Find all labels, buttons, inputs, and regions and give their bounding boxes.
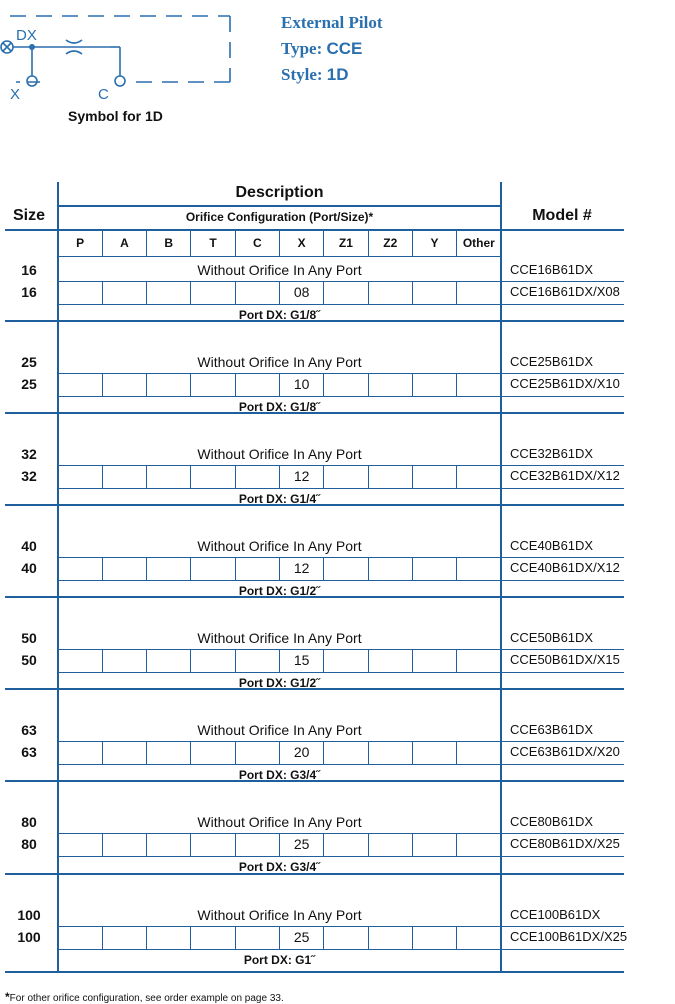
orifice-x-cell: 10 (293, 376, 310, 392)
label-x: X (10, 86, 21, 100)
row-rule (58, 949, 624, 950)
header-title: External Pilot (281, 13, 383, 32)
size-cell: 16 (21, 262, 37, 278)
size-cell: 32 (21, 468, 37, 484)
type-value: CCE (326, 39, 363, 58)
orifice-x-cell: 25 (293, 929, 310, 945)
port-dx-cell: Port DX: G1/8˝ (238, 308, 321, 322)
model-divider (500, 182, 501, 972)
size-cell: 80 (21, 814, 37, 830)
without-orifice-cell: Without Orifice In Any Port (197, 814, 362, 830)
table-bottom-rule (5, 971, 624, 973)
model-cell: CCE100B61DX (510, 907, 601, 922)
row-rule (58, 672, 624, 673)
row-rule (58, 926, 624, 927)
orifice-x-cell: 20 (293, 744, 310, 760)
symbol-caption: Symbol for 1D (68, 108, 163, 124)
cell-rule (456, 557, 457, 580)
size-cell: 63 (21, 744, 37, 760)
size-cell: 80 (21, 836, 37, 852)
row-rule (58, 465, 624, 466)
port-header-2: B (164, 236, 174, 250)
row-rule (58, 396, 624, 397)
footnote (5, 990, 284, 1004)
model-cell: CCE16B61DX (510, 262, 594, 277)
without-orifice-cell: Without Orifice In Any Port (197, 907, 362, 923)
row-rule (58, 373, 624, 374)
label-c: C (98, 86, 109, 100)
header-bottom-rule (5, 229, 624, 231)
cell-rule (456, 741, 457, 764)
port-dx-cell: Port DX: G1/2˝ (238, 676, 321, 690)
model-cell: CCE40B61DX/X12 (510, 560, 620, 575)
type-label: Type: (281, 39, 323, 58)
style-label: Style: (281, 65, 323, 84)
port-header-6: Z1 (338, 236, 353, 250)
row-rule (58, 488, 624, 489)
model-cell: CCE80B61DX (510, 814, 594, 829)
port-header-5: X (297, 236, 306, 250)
orifice-x-cell: 08 (293, 284, 310, 300)
without-orifice-cell: Without Orifice In Any Port (197, 538, 362, 554)
model-cell: CCE80B61DX/X25 (510, 836, 620, 851)
model-cell: CCE16B61DX/X08 (510, 284, 620, 299)
cell-rule (456, 373, 457, 396)
model-header: Model # (532, 207, 592, 224)
row-rule (58, 856, 624, 857)
port-dx-cell: Port DX: G3/4˝ (238, 860, 321, 874)
cell-rule (456, 833, 457, 856)
orifice-header: Orifice Configuration (Port/Size)* (185, 210, 374, 224)
orifice-x-cell: 25 (293, 836, 310, 852)
port-header-4: C (253, 236, 262, 250)
size-cell: 100 (17, 929, 41, 945)
port-dx-cell: Port DX: G1˝ (243, 953, 316, 967)
port-dx-cell: Port DX: G1/4˝ (238, 492, 321, 506)
row-rule (58, 580, 624, 581)
orifice-x-cell: 15 (293, 652, 310, 668)
row-rule (58, 281, 624, 282)
style-value: 1D (326, 65, 349, 84)
size-cell: 100 (17, 907, 41, 923)
footnote-star: * (5, 990, 10, 1004)
port-header-9: Other (462, 236, 495, 250)
row-rule (58, 304, 624, 305)
model-cell: CCE63B61DX/X20 (510, 744, 620, 759)
description-header: Description (235, 184, 324, 201)
port-header-0: P (76, 236, 85, 250)
cell-rule (456, 281, 457, 304)
orifice-x-cell: 12 (293, 560, 310, 576)
size-cell: 63 (21, 722, 37, 738)
port-dx-cell: Port DX: G1/2˝ (238, 584, 321, 598)
model-cell: CCE100B61DX/X25 (510, 929, 628, 944)
port-header-3: T (209, 236, 217, 250)
row-rule (58, 741, 624, 742)
model-cell: CCE25B61DX (510, 354, 594, 369)
size-cell: 50 (21, 630, 37, 646)
row-rule (58, 649, 624, 650)
cell-rule (456, 926, 457, 949)
port-header-8: Y (430, 236, 439, 250)
without-orifice-cell: Without Orifice In Any Port (197, 262, 362, 278)
orifice-x-cell: 12 (293, 468, 310, 484)
row-rule (58, 833, 624, 834)
size-cell: 16 (21, 284, 37, 300)
size-cell: 25 (21, 376, 37, 392)
port-col-rule (456, 230, 457, 256)
row-rule (58, 764, 624, 765)
model-cell: CCE32B61DX/X12 (510, 468, 620, 483)
cell-rule (456, 649, 457, 672)
model-cell: CCE32B61DX (510, 446, 594, 461)
port-dx-cell: Port DX: G1/8˝ (238, 400, 321, 414)
cell-rule (456, 465, 457, 488)
model-cell: CCE25B61DX/X10 (510, 376, 620, 391)
model-cell: CCE50B61DX (510, 630, 594, 645)
port-header-7: Z2 (383, 236, 398, 250)
label-dx: DX (16, 27, 37, 44)
without-orifice-cell: Without Orifice In Any Port (197, 722, 362, 738)
row-rule (58, 557, 624, 558)
without-orifice-cell: Without Orifice In Any Port (197, 446, 362, 462)
size-cell: 40 (21, 560, 37, 576)
size-cell: 25 (21, 354, 37, 370)
size-cell: 50 (21, 652, 37, 668)
size-cell: 40 (21, 538, 37, 554)
size-cell: 32 (21, 446, 37, 462)
port-header-1: A (120, 236, 129, 250)
without-orifice-cell: Without Orifice In Any Port (197, 354, 362, 370)
model-cell: CCE50B61DX/X15 (510, 652, 620, 667)
model-cell: CCE63B61DX (510, 722, 594, 737)
model-cell: CCE40B61DX (510, 538, 594, 553)
without-orifice-cell: Without Orifice In Any Port (197, 630, 362, 646)
size-header: Size (12, 207, 45, 224)
port-dx-cell: Port DX: G3/4˝ (238, 768, 321, 782)
footnote-text: For other orifice configuration, see order example on page 33. (9, 993, 284, 1004)
